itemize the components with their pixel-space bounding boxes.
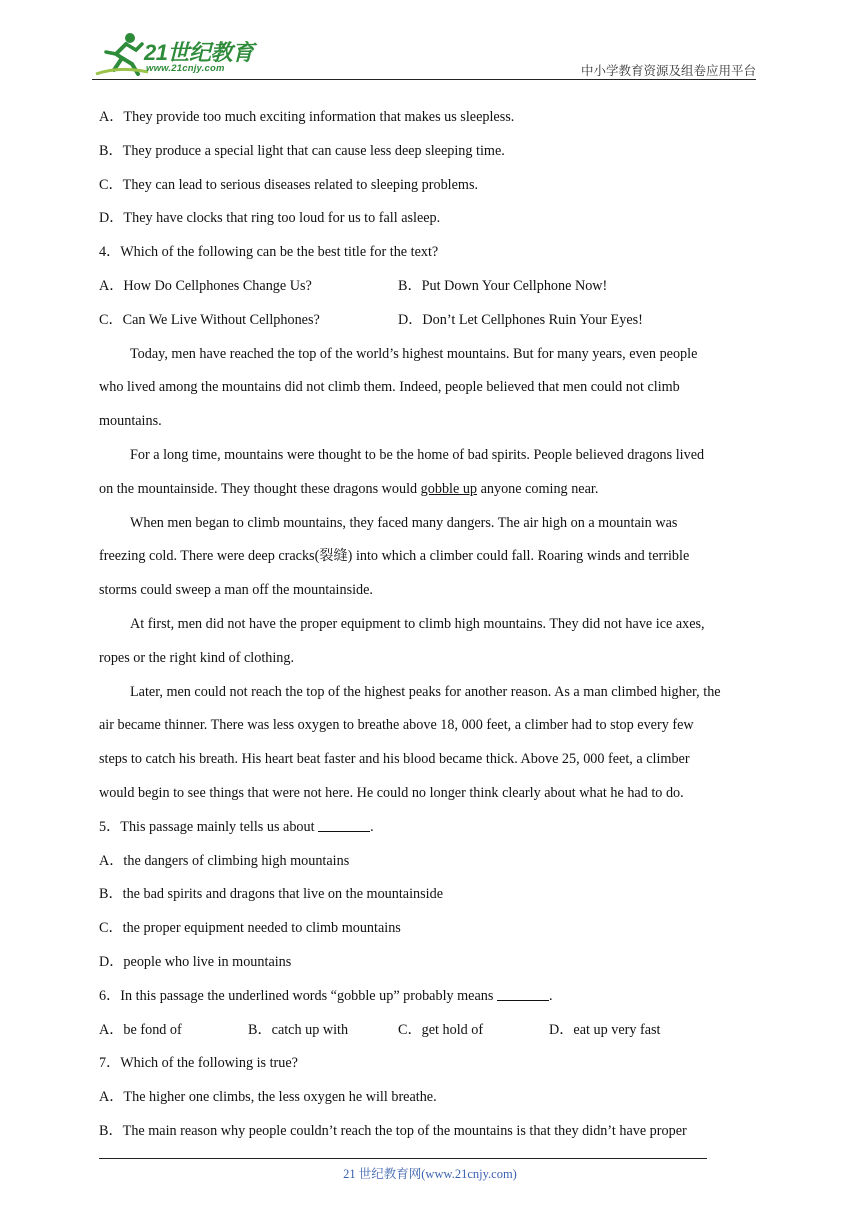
passage-line: storms could sweep a man off the mountainside.: [99, 582, 373, 599]
q7-stem: 7．Which of the following is true?: [99, 1055, 298, 1072]
passage-line: Today, men have reached the top of the world’s highest mountains. But for many years, even people: [130, 345, 698, 362]
q4-options-row2: [99, 304, 767, 338]
logo-text: 21世纪教育: [144, 40, 254, 65]
passage-line: would begin to see things that were not here. He could no longer think clearly about what he had to do.: [99, 784, 684, 801]
q3-option-b: B．They produce a special light that can cause less deep sleeping time.: [99, 142, 505, 159]
logo-url: www.21cnjy.com: [146, 63, 225, 74]
answer-blank: [497, 986, 549, 1001]
q5-stem-end: .: [370, 818, 374, 835]
q5-stem: [99, 811, 767, 845]
platform-name: 中小学教育资源及组卷应用平台: [580, 63, 756, 78]
q6-option-a: A．be fond of: [99, 1021, 182, 1038]
q4-stem: 4．Which of the following can be the best title for the text?: [99, 244, 439, 261]
passage-line: [99, 473, 767, 507]
q6-option-d: D．eat up very fast: [549, 1021, 661, 1038]
q4-option-c: C．Can We Live Without Cellphones?: [99, 311, 320, 328]
q4-option-d: D．Don’t Let Cellphones Ruin Your Eyes!: [398, 311, 643, 328]
q7-option-b: B．The main reason why people couldn’t reach the top of the mountains is that they didn’t have proper: [99, 1122, 687, 1139]
logo: [92, 30, 262, 78]
q4-option-a: A．How Do Cellphones Change Us?: [99, 277, 312, 294]
underlined-phrase: gobble up: [420, 480, 478, 497]
passage-line: Later, men could not reach the top of the highest peaks for another reason. As a man climbed higher, the: [130, 683, 721, 700]
q3-option-a: A．They provide too much exciting information that makes us sleepless.: [99, 109, 515, 125]
passage-text: anyone coming near.: [477, 480, 599, 497]
passage-line: steps to catch his breath. His heart beat faster and his blood became thick. Above 25, 000 feet, a climber: [99, 751, 690, 768]
q7-option-a: A．The higher one climbs, the less oxygen he will breathe.: [99, 1089, 437, 1106]
q6-option-c: C．get hold of: [398, 1021, 484, 1038]
header-divider: [92, 79, 756, 80]
q4-options-row1: [99, 270, 767, 304]
page-footer: 21 世纪教育网(www.21cnjy.com): [343, 1167, 517, 1181]
q5-stem-text: 5．This passage mainly tells us about: [99, 818, 319, 835]
document-body: [99, 101, 767, 1149]
q3-option-d: D．They have clocks that ring too loud for us to fall asleep.: [99, 210, 441, 227]
q6-options-row: [99, 1014, 767, 1048]
passage-line: air became thinner. There was less oxygen to breathe above 18, 000 feet, a climber had to stop every few: [99, 717, 694, 734]
passage-line: ropes or the right kind of clothing.: [99, 649, 295, 666]
passage-line: For a long time, mountains were thought to be the home of bad spirits. People believed dragons lived: [130, 446, 705, 463]
q6-stem-text: 6．In this passage the underlined words “gobble up” probably means: [99, 987, 497, 1004]
footer-divider: [99, 1158, 707, 1159]
passage-line: When men began to climb mountains, they faced many dangers. The air high on a mountain was: [130, 514, 678, 531]
q6-stem: [99, 980, 767, 1014]
passage-line: At first, men did not have the proper equipment to climb high mountains. They did not have ice axes,: [130, 615, 705, 632]
q6-stem-end: .: [548, 987, 553, 1004]
q6-option-b: B．catch up with: [248, 1021, 349, 1038]
passage-line: who lived among the mountains did not climb them. Indeed, people believed that men could not climb: [99, 379, 680, 396]
q5-option-a: A．the dangers of climbing high mountains: [99, 852, 350, 869]
q4-option-b: B．Put Down Your Cellphone Now!: [398, 277, 608, 294]
answer-blank: [318, 817, 370, 832]
passage-text: on the mountainside. They thought these dragons would: [99, 480, 421, 497]
page-header: [92, 30, 756, 80]
q5-option-b: B．the bad spirits and dragons that live on the mountainside: [99, 886, 443, 903]
passage-line: freezing cold. There were deep cracks(裂缝) into which a climber could fall. Roaring winds and terrible: [99, 548, 690, 565]
q5-option-c: C．the proper equipment needed to climb mountains: [99, 920, 401, 937]
runner-logo-icon: [92, 30, 152, 78]
q5-option-d: D．people who live in mountains: [99, 953, 292, 970]
passage-line: mountains.: [99, 413, 162, 430]
q3-option-c: C．They can lead to serious diseases related to sleeping problems.: [99, 176, 479, 193]
